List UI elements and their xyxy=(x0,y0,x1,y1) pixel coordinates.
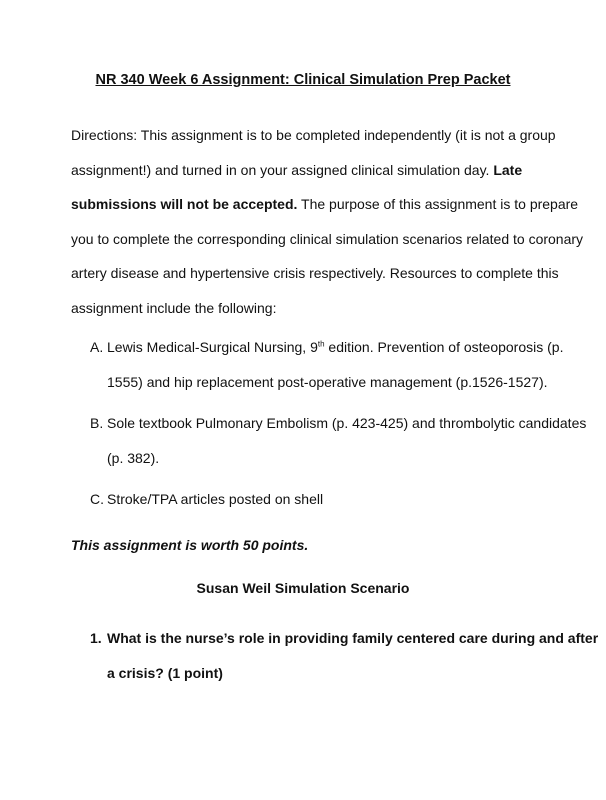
directions-line xyxy=(71,187,579,222)
question-number: 1. xyxy=(90,630,102,646)
directions-line: artery disease and hypertensive crisis respectively. Resources to complete this xyxy=(71,265,559,281)
list-marker: B. xyxy=(90,415,104,431)
resource-text-part: edition. Prevention of osteoporosis (p. xyxy=(324,339,564,355)
late-warning-bold: Late xyxy=(493,161,523,178)
question-line: What is the nurse’s role in providing family centered care during and after xyxy=(107,630,599,646)
directions-line: you to complete the corresponding clinical simulation scenarios related to coronary xyxy=(71,230,584,247)
question-line: a crisis? (1 point) xyxy=(107,665,223,681)
resource-line xyxy=(107,330,564,365)
directions-text: assignment!) and turned in on your assigned clinical simulation day. xyxy=(71,161,494,178)
list-marker: C. xyxy=(90,491,104,507)
superscript: th xyxy=(317,339,325,349)
points-statement: This assignment is worth 50 points. xyxy=(71,537,309,553)
resource-text xyxy=(107,330,564,400)
scenario-heading: Susan Weil Simulation Scenario xyxy=(196,580,410,596)
directions-paragraph xyxy=(71,118,584,325)
resource-line: (p. 382). xyxy=(107,450,160,466)
directions-line: assignment include the following: xyxy=(71,299,277,316)
question-text xyxy=(107,621,599,691)
directions-text: The purpose of this assignment is to prepare xyxy=(297,196,579,212)
document-title: NR 340 Week 6 Assignment: Clinical Simulation Prep Packet xyxy=(95,72,511,88)
directions-line: Directions: This assignment is to be completed independently (it is not a group xyxy=(71,127,556,143)
resource-line: Stroke/TPA articles posted on shell xyxy=(107,491,324,507)
directions-line xyxy=(71,153,551,188)
resource-text xyxy=(107,406,587,476)
resource-text-part: Lewis Medical-Surgical Nursing, 9 xyxy=(107,339,318,355)
late-warning-bold: submissions will not be accepted. xyxy=(71,196,298,212)
resource-line: Sole textbook Pulmonary Embolism (p. 423-425) and thrombolytic candidates xyxy=(107,415,587,431)
list-marker: A. xyxy=(90,339,104,355)
resource-line: 1555) and hip replacement post-operative management (p.1526-1527). xyxy=(107,374,548,390)
resource-text xyxy=(107,482,557,517)
